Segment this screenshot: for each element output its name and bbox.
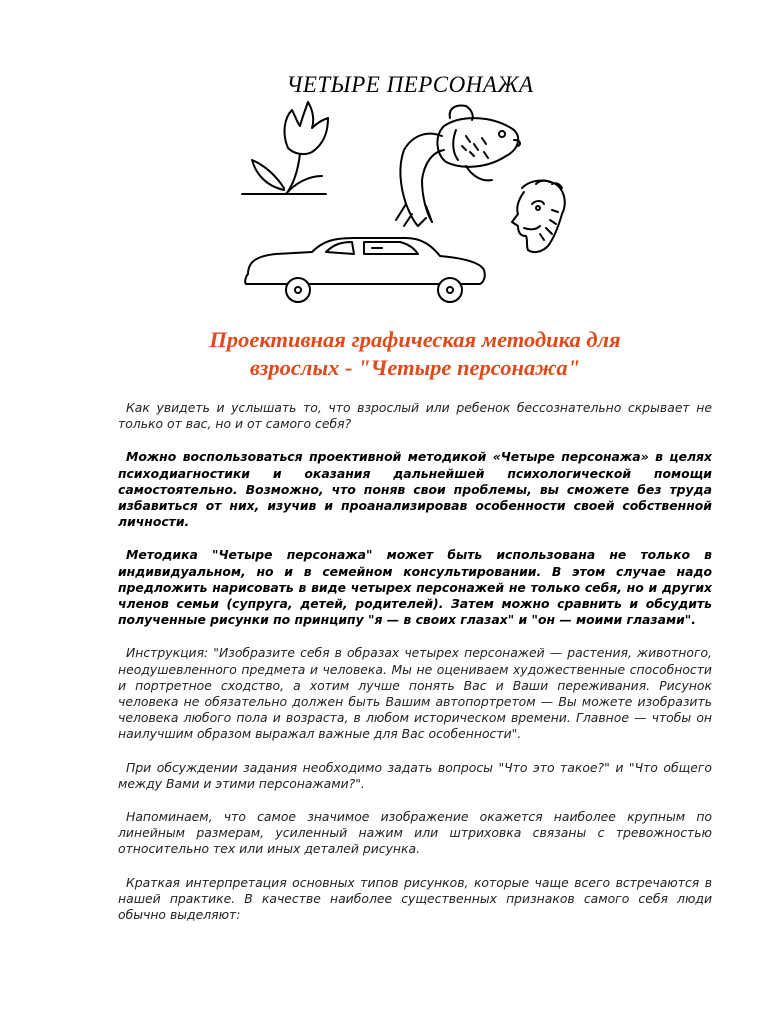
paragraph-discussion: При обсуждении задания необходимо задать вопросы "Что это такое?" и "Что общего между Вами и этими персонажами?". — [118, 759, 712, 791]
four-characters-illustration — [236, 96, 576, 306]
paragraph-reminder: Напоминаем, что самое значимое изображение окажется наиболее крупным по линейным размерам, усиленный нажим или штриховка связаны с тревожностью относительно тех или иных деталей рисунка. — [118, 809, 712, 857]
page-title: ЧЕТЫРЕ ПЕРСОНАЖА — [286, 72, 534, 97]
article-body — [118, 400, 712, 940]
paragraph-interpretation: Краткая интерпретация основных типов рисунков, которые чаще всего встречаются в нашей практике. В качестве наиболее существенных признаков самого себя люди обычно выделяют: — [118, 874, 712, 923]
paragraph-intro-question: Как увидеть и услышать то, что взрослый или ребенок бессознательно скрывает не только от вас, но и от самого себя? — [118, 400, 712, 432]
paragraph-family-counseling: Методика "Четыре персонажа" может быть использована не только в индивидуальном, но и в семейном консультировании. В этом случае надо предложить нарисовать в виде четырех персонажей не только себя, но и других членов семьи (супруга, детей, родителей). Затем можно сравнить и обсудить полученные рисунки по принципу "я — в своих глазах" и "он — моими глазами". — [118, 547, 712, 628]
tulip-icon — [242, 102, 328, 194]
subtitle-line-1: Проективная графическая методика для — [209, 327, 621, 352]
car-icon — [245, 238, 485, 302]
subtitle-line-2: взрослых - "Четыре персонажа" — [249, 355, 581, 380]
man-face-icon — [512, 181, 565, 253]
article-subtitle — [118, 326, 712, 382]
paragraph-instruction: Инструкция: "Изобразите себя в образах четырех персонажей — растения, животного, неодушевленного предмета и человека. Мы не оцениваем художественные способности и портретное сходство, а хотим лучше понять Вас и Ваши переживания. Рисунок человека не обязательно должен быть Вашим автопортретом — Вы можете изобразить человека любого пола и возраста, в любом историческом времени. Главное — чтобы он наилучшим образом выражал важные для Вас особенности". — [118, 645, 712, 742]
paragraph-method-usage: Можно воспользоваться проективной методикой «Четыре персонажа» в целях психодиагностики и оказания дальнейшей психологической помощи самостоятельно. Возможно, что поняв свои проблемы, вы сможете без труда избавиться от них, изучив и проанализировав особенности своей собственной личности. — [118, 449, 712, 530]
fish-icon — [396, 106, 520, 227]
